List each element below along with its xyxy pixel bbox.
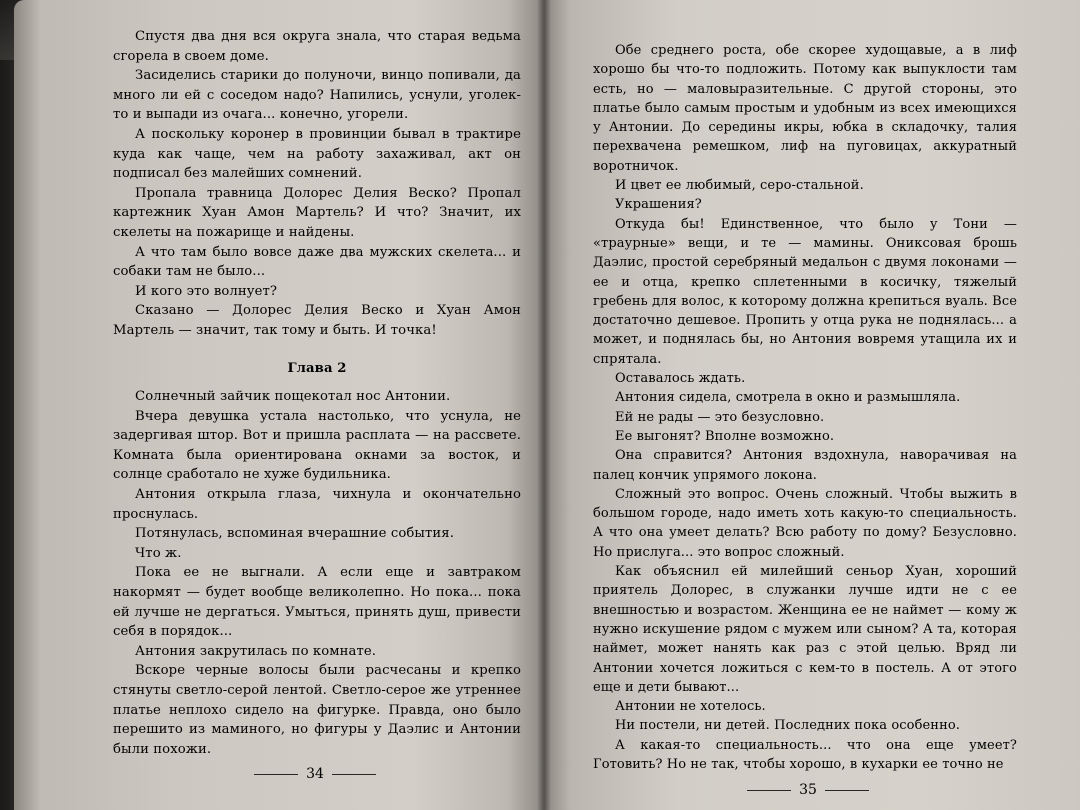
paragraph: И цвет ее любимый, серо-стальной. [615, 178, 864, 194]
folio-rule [332, 774, 376, 775]
paragraph: Солнечный зайчик пощекотал нос Антонии. [135, 389, 451, 405]
paragraph: Что ж. [135, 545, 182, 561]
page-number-left [240, 766, 390, 782]
paragraph: Пропала травница Долорес Делия Веско? Пропал картежник Хуан Амон Мартель? И что? Значит, их скелеты на пожарище и найдены. [113, 185, 521, 240]
paragraph: Сложный это вопрос. Очень сложный. Чтобы выжить в большом городе, надо иметь хоть какую-то специальность. А что она умеет делать? Всю работу по дому? Безусловно. Но прислуга... это вопрос сложный. [593, 486, 1017, 560]
paragraph: Пока ее не выгнали. А если еще и завтраком накормят — будет вообще великолепно. Но пока... пока ей лучше не дергаться. Умыться, принять душ, привести себя в порядок... [113, 565, 521, 640]
page-number: 34 [306, 766, 324, 782]
paragraph: Украшения? [615, 197, 702, 213]
paragraph: А что там было вовсе даже два мужских скелета... и собаки там не было... [113, 244, 521, 280]
page-number: 35 [799, 782, 817, 798]
paragraph: Ей не рады — это безусловно. [615, 409, 825, 425]
paragraph: Ни постели, ни детей. Последних пока особенно. [615, 718, 960, 734]
paragraph: А какая-то специальность... что она еще умеет? Готовить? Но не так, чтобы хорошо, в кухарки ее точно не [593, 737, 1017, 772]
paragraph: Ее выгонят? Вполне возможно. [615, 428, 835, 444]
folio-rule [747, 790, 791, 791]
paragraph: Вскоре черные волосы были расчесаны и крепко стянуты светло-серой лентой. Светло-серое же утреннее платье неплохо сидело на фигурке. Правда, оно было перешито из маминого, но фигуры у Даэлис и Антонии были похожи. [113, 663, 521, 757]
paragraph: И кого это волнует? [135, 283, 278, 299]
folio-rule [254, 774, 298, 775]
paragraph: Оставалось ждать. [615, 371, 746, 387]
paragraph: Вчера девушка устала настолько, что уснула, не задергивая штор. Вот и пришла расплата — на рассвете. Комната была ориентирована окнами за восток, и солнце сработало не хуже будильника. [113, 408, 521, 483]
page-number-right [733, 782, 883, 798]
left-page-text [113, 27, 521, 759]
paragraph: Антонии не хотелось. [615, 699, 766, 715]
paragraph: Обе среднего роста, обе скорее худощавые, а в лиф хорошо бы что-то подложить. Потому как выпуклости там есть, но — маловыразительные. С другой стороны, это платье было самым простым и удобным из всех имеющихся у Антонии. До середины икры, юбка в складочку, талия перехвачена ремешком, лиф на пуговицах, аккуратный воротничок. [593, 43, 1017, 174]
paragraph: Антония закрутилась по комнате. [135, 643, 377, 659]
folio-rule [825, 790, 869, 791]
paragraph: Спустя два дня вся округа знала, что старая ведьма сгорела в своем доме. [113, 29, 521, 64]
right-page-text [593, 41, 1017, 774]
paragraph: Сказано — Долорес Делия Веско и Хуан Амон Мартель — значит, так тому и быть. И точка! [113, 303, 521, 338]
chapter-title: Глава 2 [287, 360, 347, 376]
paragraph: Потянулась, вспоминая вчерашние события. [135, 526, 454, 542]
book-gutter [537, 0, 551, 810]
paragraph: Антония открыла глаза, чихнула и окончательно проснулась. [113, 487, 521, 522]
paragraph: Как объяснил ей милейший сеньор Хуан, хороший приятель Долорес, в служанки лучше идти не с ее внешностью и возрастом. Женщина ее не наймет — кому ж нужно искушение рядом с мужем или сыном? А та, которая наймет, может нанять как раз с этой целью. Вряд ли Антонии хочется ложиться с кем-то в постель. А от этого еще и дети бывают... [593, 564, 1017, 695]
paragraph: Антония сидела, смотрела в окно и размышляла. [615, 390, 961, 406]
paragraph: А поскольку коронер в провинции бывал в трактире куда как чаще, чем на работу захаживал, акт он подписал без малейших сомнений. [113, 126, 521, 182]
paragraph: Засиделись старики до полуночи, винцо попивали, да много ли ей с соседом надо? Напились, уснули, уголек-то и выпади из очага... конечно, угорели. [113, 68, 521, 123]
paragraph: Откуда бы! Единственное, что было у Тони — «траурные» вещи, и те — мамины. Ониксовая брошь Даэлис, простой серебряный медальон с двумя локонами — ее и отца, крепко сплетенными в косичку, тяжелый гребень для волос, к которому должна крепиться вуаль. Все достаточно дешевое. Пропить у отца рука не поднялась... а может, и поднялась бы, но Антония вовремя утащила их и спрятала. [593, 216, 1017, 367]
paragraph: Она справится? Антония вздохнула, наворачивая на палец кончик упрямого локона. [593, 448, 1017, 483]
